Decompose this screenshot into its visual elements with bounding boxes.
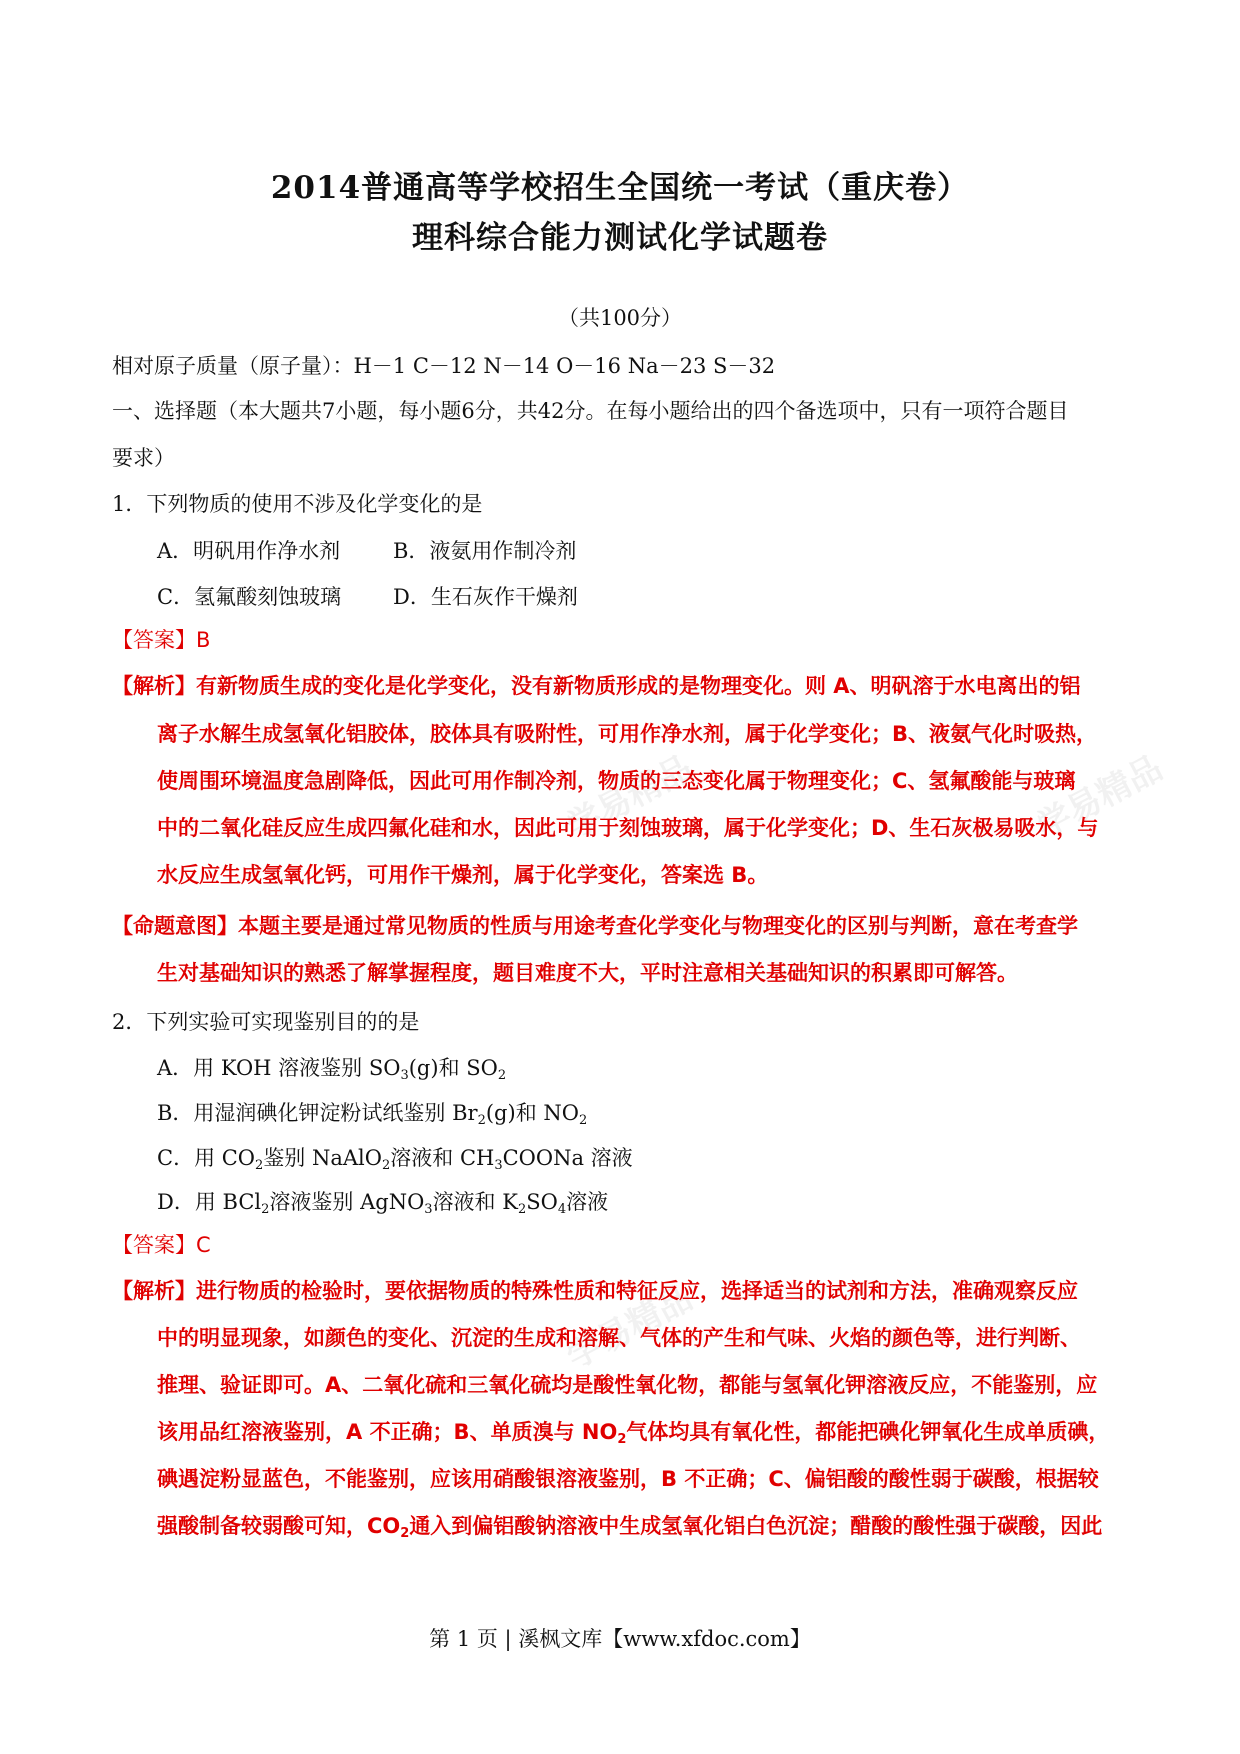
q2-option-c: C．用 $CO_2$鉴别 NaAlO$_2$溶液和 $CH_3COONa$ 溶液 [157,1146,633,1173]
analysis-label: 【解析】 [112,674,196,698]
intent-label: 【命题意图】 [112,914,238,938]
q2-analysis-line: 碘遇淀粉显蓝色，不能鉴别，应该用硝酸银溶液鉴别，B 不正确；C、偏铝酸的酸性弱于碳酸，根据较 [157,1467,1099,1491]
document-title: 2014普通高等学校招生全国统一考试（重庆卷） [270,170,970,206]
question-1-stem: 1．下列物质的使用不涉及化学变化的是 [112,492,483,516]
q2-analysis-line: 推理、验证即可。A、二氧化硫和三氧化硫均是酸性氧化物，都能与氢氧化钾溶液反应，不能鉴别，应 [157,1373,1098,1397]
q1-analysis-line: 中的二氧化硅反应生成四氟化硅和水，因此可用于刻蚀玻璃，属于化学变化；D、生石灰极易吸水，与 [157,816,1099,840]
q1-answer [112,626,210,654]
question-2-stem: 2．下列实验可实现鉴别目的的是 [112,1010,420,1034]
q1-option-a: A．明矾用作净水剂 [157,539,341,563]
q1-intent-line: 【命题意图】本题主要是通过常见物质的性质与用途考查化学变化与物理变化的区别与判断，意在考查学 [112,914,1078,938]
analysis-label: 【解析】 [112,1279,196,1303]
answer-value: C [196,1233,211,1257]
watermark: 学易精品 [560,748,700,848]
q1-analysis-line: 离子水解生成氢氧化铝胶体，胶体具有吸附性，可用作净水剂，属于化学变化；B、液氨气化时吸热， [157,722,1098,746]
answer-value: B [196,628,211,652]
q1-analysis-line: 水反应生成氢氧化钙，可用作干燥剂，属于化学变化，答案选 B。 [157,863,769,887]
q1-intent-line: 生对基础知识的熟悉了解掌握程度，题目难度不大，平时注意相关基础知识的积累即可解答。 [157,961,1018,985]
answer-label: 【答案】 [112,628,196,652]
q1-option-d: D．生石灰作干燥剂 [393,585,578,609]
q1-analysis-line: 使周围环境温度急剧降低，因此可用作制冷剂，物质的三态变化属于物理变化；C、氢氟酸能与玻璃 [157,769,1076,793]
section-heading: 一、选择题（本大题共7小题，每小题6分，共42分。在每小题给出的四个备选项中，只有一项符合题目 [112,399,1069,423]
q2-analysis-line: 【解析】进行物质的检验时，要依据物质的特殊性质和特征反应，选择适当的试剂和方法，准确观察反应 [112,1279,1078,1303]
document-subtitle: 理科综合能力测试化学试题卷 [412,220,828,256]
q2-option-d: D．用 BCl$_2$溶液鉴别 AgNO$_3$溶液和 $K_2SO_4$溶液 [157,1190,609,1217]
q2-option-b: B．用湿润碘化钾淀粉试纸鉴别 $Br_2(g)$和 $NO_2$ [157,1101,588,1128]
watermark: 学易精品 [1030,748,1170,848]
q1-analysis-line: 【解析】有新物质生成的变化是化学变化，没有新物质形成的是物理变化。则 A、明矾溶于水电离出的铝 [112,674,1081,698]
section-heading-cont: 要求） [112,446,175,470]
page-footer: 第 1 页 | 溪枫文库【www.xfdoc.com】 [429,1627,811,1651]
atomic-mass-line: 相对原子质量（原子量）：H－1 C－12 N－14 O－16 Na－23 S－32 [112,354,776,378]
q2-analysis-line: 该用品红溶液鉴别，A 不正确；B、单质溴与 $NO_2$气体均具有氧化性，都能把碘化钾氧化生成单质碘， [157,1420,1110,1447]
watermark: 学易精品 [560,1278,700,1378]
q2-option-a: A．用 KOH 溶液鉴别 $SO_3(g)$和 $SO_2$ [157,1056,507,1083]
total-score: （共100分） [557,306,683,330]
q1-option-b: B．液氨用作制冷剂 [393,539,577,563]
q2-answer [112,1231,211,1259]
answer-label: 【答案】 [112,1233,196,1257]
q2-analysis-line: 中的明显现象，如颜色的变化、沉淀的生成和溶解、气体的产生和气味、火焰的颜色等，进行判断、 [157,1326,1081,1350]
q2-analysis-line: 强酸制备较弱酸可知，$CO_2$通入到偏铝酸钠溶液中生成氢氧化铝白色沉淀；醋酸的酸性强于碳酸，因此 [157,1514,1103,1541]
q1-option-c: C．氢氟酸刻蚀玻璃 [157,585,342,609]
